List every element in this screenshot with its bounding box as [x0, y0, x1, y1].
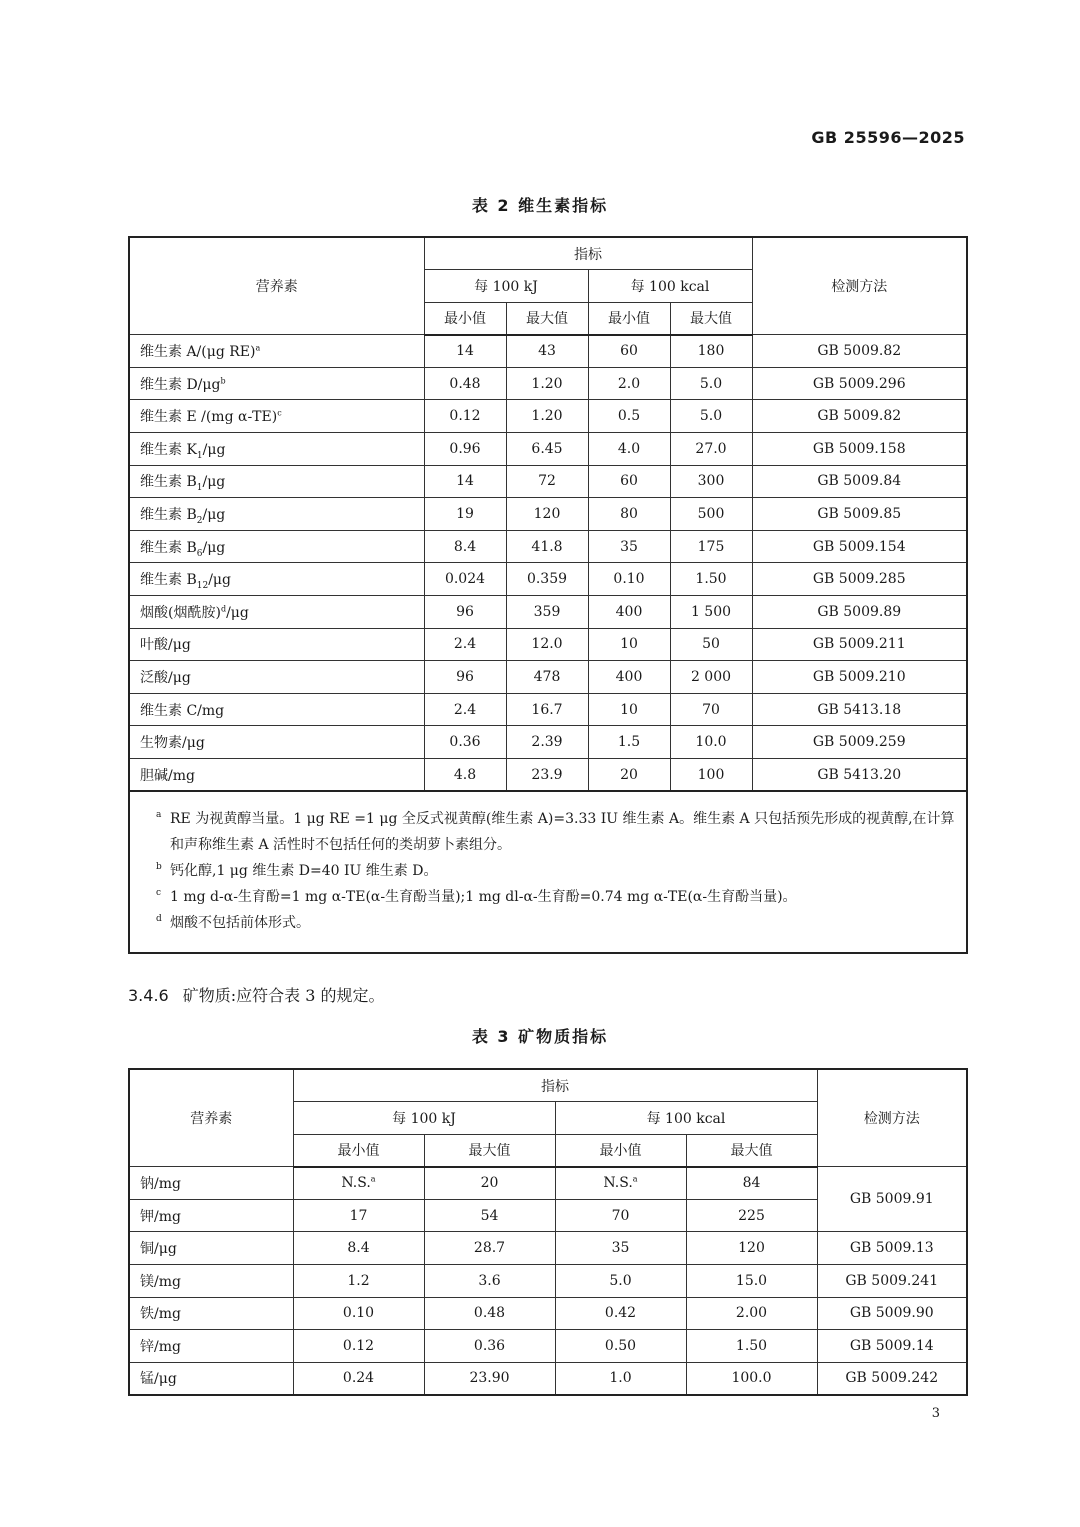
- value-cell: 72: [506, 465, 588, 498]
- value-cell: 478: [506, 661, 588, 694]
- footnote: [156, 858, 956, 884]
- value-cell: [555, 1232, 686, 1265]
- footnote: [156, 910, 956, 936]
- value-cell: 400: [588, 596, 670, 629]
- footnote: [156, 806, 956, 858]
- value-cell: 120: [506, 498, 588, 531]
- nutrient-label: 维生素 B: [140, 474, 197, 491]
- header-min: 最小值: [424, 302, 506, 335]
- value-cell: 23.90: [424, 1362, 555, 1395]
- nutrient-label: 维生素 D/μg: [140, 376, 221, 393]
- value-cell: 0.5: [588, 400, 670, 433]
- nutrient-label: 生物素/μg: [140, 735, 205, 752]
- table-row: [129, 759, 967, 792]
- value-text: 0.42: [604, 1305, 637, 1322]
- nutrient-subscript: 12: [196, 581, 209, 592]
- value-cell: 1.20: [506, 367, 588, 400]
- value-cell: 120: [686, 1232, 817, 1265]
- header-min: 最小值: [293, 1134, 424, 1167]
- value-text: 70: [611, 1207, 630, 1224]
- header-max: 最大值: [424, 1134, 555, 1167]
- nutrient-label: 胆碱/mg: [140, 767, 195, 784]
- value-cell: 0.024: [424, 563, 506, 596]
- value-cell: 12.0: [506, 628, 588, 661]
- nutrient-name: 镁/mg: [129, 1265, 293, 1298]
- value-cell: 0.12: [424, 400, 506, 433]
- table-notes: [129, 791, 967, 953]
- header-index: 指标: [424, 237, 752, 270]
- nutrient-name: [129, 726, 424, 759]
- method-cell: GB 5009.259: [752, 726, 967, 759]
- value-cell: 84: [686, 1167, 817, 1200]
- value-cell: [555, 1199, 686, 1232]
- method-cell: GB 5009.154: [752, 530, 967, 563]
- value-cell: 0.10: [588, 563, 670, 596]
- header-max: 最大值: [686, 1134, 817, 1167]
- table-row: [129, 1232, 967, 1265]
- nutrient-name: 钠/mg: [129, 1167, 293, 1200]
- value-cell: [293, 1232, 424, 1265]
- value-cell: 19: [424, 498, 506, 531]
- method-cell: GB 5009.296: [752, 367, 967, 400]
- header-max: 最大值: [670, 302, 752, 335]
- value-cell: 14: [424, 335, 506, 368]
- value-cell: 60: [588, 335, 670, 368]
- value-cell: 0.48: [424, 1297, 555, 1330]
- value-cell: 300: [670, 465, 752, 498]
- footnote-mark: a: [156, 810, 162, 821]
- method-cell: GB 5413.18: [752, 693, 967, 726]
- value-cell: 359: [506, 596, 588, 629]
- value-text: N.S.: [341, 1175, 371, 1192]
- nutrient-name: [129, 335, 424, 368]
- nutrient-name: [129, 498, 424, 531]
- value-cell: [555, 1330, 686, 1363]
- footnote-mark: d: [220, 604, 227, 614]
- value-cell: 2.4: [424, 628, 506, 661]
- value-cell: 100: [670, 759, 752, 792]
- value-cell: 50: [670, 628, 752, 661]
- footnote-mark: c: [156, 888, 162, 899]
- nutrient-name: [129, 465, 424, 498]
- table-row: [129, 563, 967, 596]
- value-cell: [293, 1199, 424, 1232]
- value-cell: [555, 1167, 686, 1200]
- nutrient-subscript: 1: [196, 483, 203, 494]
- table-row: [129, 1167, 967, 1200]
- value-cell: 96: [424, 661, 506, 694]
- header-method: 检测方法: [752, 237, 967, 335]
- footnote-mark: d: [156, 914, 162, 925]
- vitamin-table: [128, 236, 968, 954]
- mineral-table-body: [129, 1167, 967, 1395]
- value-cell: 0.36: [424, 726, 506, 759]
- method-cell: GB 5009.82: [752, 400, 967, 433]
- value-cell: 4.8: [424, 759, 506, 792]
- nutrient-label: 维生素 E /(mg α-TE): [140, 409, 278, 426]
- table-row: [129, 1297, 967, 1330]
- value-cell: 6.45: [506, 433, 588, 466]
- nutrient-name: [129, 433, 424, 466]
- footnote-mark: b: [156, 862, 162, 873]
- footnote: [156, 884, 956, 910]
- value-text: 5.0: [609, 1272, 632, 1289]
- nutrient-name: [129, 661, 424, 694]
- value-text: 35: [611, 1240, 630, 1257]
- nutrient-name: 锰/μg: [129, 1362, 293, 1395]
- footnote-text: 钙化醇,1 μg 维生素 D=40 IU 维生素 D。: [170, 863, 438, 880]
- method-cell: GB 5009.91: [817, 1167, 967, 1232]
- value-cell: 100.0: [686, 1362, 817, 1395]
- footnote-text: RE 为视黄醇当量。1 μg RE =1 μg 全反式视黄醇(维生素 A)=3.33 IU 维生素 A。维生素 A 只包括预先形成的视黄醇,在计算和声称维生素 A 活性时不包括任何的类胡萝卜素组分。: [170, 811, 955, 854]
- footnote-text: 1 mg d-α-生育酚=1 mg α-TE(α-生育酚当量);1 mg dl-α-生育酚=0.74 mg α-TE(α-生育酚当量)。: [170, 889, 797, 906]
- table-row: [129, 335, 967, 368]
- value-cell: 1.50: [670, 563, 752, 596]
- table-3-title: 表 3 矿物质指标: [471, 1027, 609, 1046]
- clause-3-4-6: [128, 983, 384, 1006]
- method-cell: GB 5009.84: [752, 465, 967, 498]
- header-min: 最小值: [588, 302, 670, 335]
- header-per-100kcal: 每 100 kcal: [555, 1102, 817, 1135]
- value-cell: [293, 1167, 424, 1200]
- value-cell: 1 500: [670, 596, 752, 629]
- method-cell: GB 5009.82: [752, 335, 967, 368]
- value-cell: 400: [588, 661, 670, 694]
- footnote-mark: a: [370, 1174, 376, 1184]
- vitamin-table-body: [129, 335, 967, 791]
- value-cell: 70: [670, 693, 752, 726]
- header-method: 检测方法: [817, 1069, 967, 1167]
- nutrient-label: 维生素 C/mg: [140, 702, 225, 719]
- method-cell: GB 5009.211: [752, 628, 967, 661]
- header-min: 最小值: [555, 1134, 686, 1167]
- value-cell: 2.4: [424, 693, 506, 726]
- nutrient-name: [129, 563, 424, 596]
- clause-number: 3.4.6: [128, 986, 169, 1005]
- value-cell: 2 000: [670, 661, 752, 694]
- nutrient-label: 维生素 B: [140, 572, 197, 589]
- nutrient-name: [129, 628, 424, 661]
- header-index: 指标: [293, 1069, 817, 1102]
- nutrient-subscript: 2: [196, 515, 203, 526]
- value-cell: 0.359: [506, 563, 588, 596]
- header-max: 最大值: [506, 302, 588, 335]
- header-nutrient: 营养素: [129, 1069, 293, 1167]
- value-cell: 180: [670, 335, 752, 368]
- nutrient-name: [129, 596, 424, 629]
- value-cell: 20: [424, 1167, 555, 1200]
- value-cell: 3.6: [424, 1265, 555, 1298]
- nutrient-name: 铜/μg: [129, 1232, 293, 1265]
- nutrient-name: 锌/mg: [129, 1330, 293, 1363]
- nutrient-name: 钾/mg: [129, 1199, 293, 1232]
- nutrient-label: 烟酸(烟酰胺): [140, 604, 221, 621]
- value-cell: 27.0: [670, 433, 752, 466]
- method-cell: GB 5009.210: [752, 661, 967, 694]
- header-per-100kj: 每 100 kJ: [293, 1102, 555, 1135]
- nutrient-name: [129, 759, 424, 792]
- header-per-100kcal: 每 100 kcal: [588, 270, 752, 303]
- table-2-title: 表 2 维生素指标: [471, 196, 609, 215]
- value-cell: 35: [588, 530, 670, 563]
- value-cell: [555, 1362, 686, 1395]
- value-text: N.S.: [603, 1175, 633, 1192]
- value-cell: 5.0: [670, 400, 752, 433]
- table-row: [129, 628, 967, 661]
- value-cell: 5.0: [670, 367, 752, 400]
- table-row: [129, 1330, 967, 1363]
- header-per-100kj: 每 100 kJ: [424, 270, 588, 303]
- nutrient-name: [129, 400, 424, 433]
- value-text: 0.12: [342, 1338, 375, 1355]
- value-cell: 80: [588, 498, 670, 531]
- value-cell: 28.7: [424, 1232, 555, 1265]
- nutrient-label: 维生素 B: [140, 507, 197, 524]
- value-cell: 10: [588, 693, 670, 726]
- table-row: [129, 498, 967, 531]
- nutrient-name: 铁/mg: [129, 1297, 293, 1330]
- method-cell: GB 5009.14: [817, 1330, 967, 1363]
- value-cell: 15.0: [686, 1265, 817, 1298]
- value-cell: 54: [424, 1199, 555, 1232]
- header-nutrient: 营养素: [129, 237, 424, 335]
- value-cell: 43: [506, 335, 588, 368]
- value-cell: 1.5: [588, 726, 670, 759]
- footnote-mark: b: [220, 376, 226, 386]
- value-cell: 175: [670, 530, 752, 563]
- clause-text: 矿物质:应符合表 3 的规定。: [182, 986, 385, 1005]
- value-cell: 0.48: [424, 367, 506, 400]
- value-cell: 500: [670, 498, 752, 531]
- nutrient-name: [129, 367, 424, 400]
- value-cell: [293, 1362, 424, 1395]
- value-cell: 4.0: [588, 433, 670, 466]
- value-cell: 0.96: [424, 433, 506, 466]
- value-cell: 23.9: [506, 759, 588, 792]
- mineral-table: [128, 1068, 968, 1396]
- table-row: [129, 465, 967, 498]
- page-number: 3: [931, 1406, 940, 1421]
- nutrient-unit: /μg: [202, 441, 226, 458]
- nutrient-label: 维生素 B: [140, 539, 197, 556]
- method-cell: GB 5009.285: [752, 563, 967, 596]
- nutrient-subscript: 6: [196, 548, 203, 559]
- method-cell: GB 5009.13: [817, 1232, 967, 1265]
- table-row: [129, 596, 967, 629]
- table-row: [129, 530, 967, 563]
- value-cell: [555, 1297, 686, 1330]
- method-cell: GB 5009.89: [752, 596, 967, 629]
- value-cell: 2.39: [506, 726, 588, 759]
- nutrient-unit: /μg: [226, 604, 249, 621]
- table-row: [129, 433, 967, 466]
- nutrient-label: 维生素 A/(μg RE): [140, 344, 256, 361]
- value-text: 8.4: [347, 1240, 370, 1257]
- value-cell: 14: [424, 465, 506, 498]
- value-cell: [293, 1297, 424, 1330]
- method-cell: GB 5009.158: [752, 433, 967, 466]
- nutrient-label: 叶酸/μg: [140, 637, 191, 654]
- method-cell: GB 5009.242: [817, 1362, 967, 1395]
- table-row: [129, 1265, 967, 1298]
- value-cell: 20: [588, 759, 670, 792]
- nutrient-label: 维生素 K: [140, 441, 197, 458]
- footnote-text: 烟酸不包括前体形式。: [170, 915, 310, 932]
- value-cell: 41.8: [506, 530, 588, 563]
- value-cell: 2.00: [686, 1297, 817, 1330]
- method-cell: GB 5009.241: [817, 1265, 967, 1298]
- value-cell: 60: [588, 465, 670, 498]
- value-cell: 16.7: [506, 693, 588, 726]
- nutrient-unit: /μg: [208, 572, 231, 589]
- table-row: [129, 661, 967, 694]
- nutrient-name: [129, 530, 424, 563]
- nutrient-unit: /μg: [202, 507, 226, 524]
- method-cell: GB 5009.85: [752, 498, 967, 531]
- method-cell: GB 5413.20: [752, 759, 967, 792]
- value-cell: 225: [686, 1199, 817, 1232]
- table-row: [129, 367, 967, 400]
- value-cell: [555, 1265, 686, 1298]
- value-cell: [293, 1330, 424, 1363]
- table-row: [129, 400, 967, 433]
- value-text: 0.50: [604, 1338, 637, 1355]
- table-row: [129, 1362, 967, 1395]
- footnote-mark: a: [255, 343, 261, 353]
- nutrient-unit: /μg: [202, 539, 226, 556]
- value-cell: 0.36: [424, 1330, 555, 1363]
- nutrient-label: 泛酸/μg: [140, 670, 191, 687]
- nutrient-name: [129, 693, 424, 726]
- value-text: 0.24: [342, 1370, 375, 1387]
- value-cell: 2.0: [588, 367, 670, 400]
- value-cell: 96: [424, 596, 506, 629]
- value-text: 17: [349, 1207, 368, 1224]
- value-text: 1.0: [609, 1370, 632, 1387]
- footnote-mark: c: [277, 408, 282, 418]
- table-row: [129, 693, 967, 726]
- value-text: 1.2: [347, 1272, 370, 1289]
- value-cell: 10: [588, 628, 670, 661]
- value-cell: 10.0: [670, 726, 752, 759]
- value-cell: 1.20: [506, 400, 588, 433]
- value-cell: [293, 1265, 424, 1298]
- method-cell: GB 5009.90: [817, 1297, 967, 1330]
- nutrient-subscript: 1: [196, 450, 203, 461]
- value-cell: 8.4: [424, 530, 506, 563]
- footnote-mark: a: [632, 1174, 638, 1184]
- standard-code: GB 25596—2025: [811, 128, 965, 147]
- table-row: [129, 726, 967, 759]
- nutrient-unit: /μg: [202, 474, 226, 491]
- value-cell: 1.50: [686, 1330, 817, 1363]
- value-text: 0.10: [342, 1305, 375, 1322]
